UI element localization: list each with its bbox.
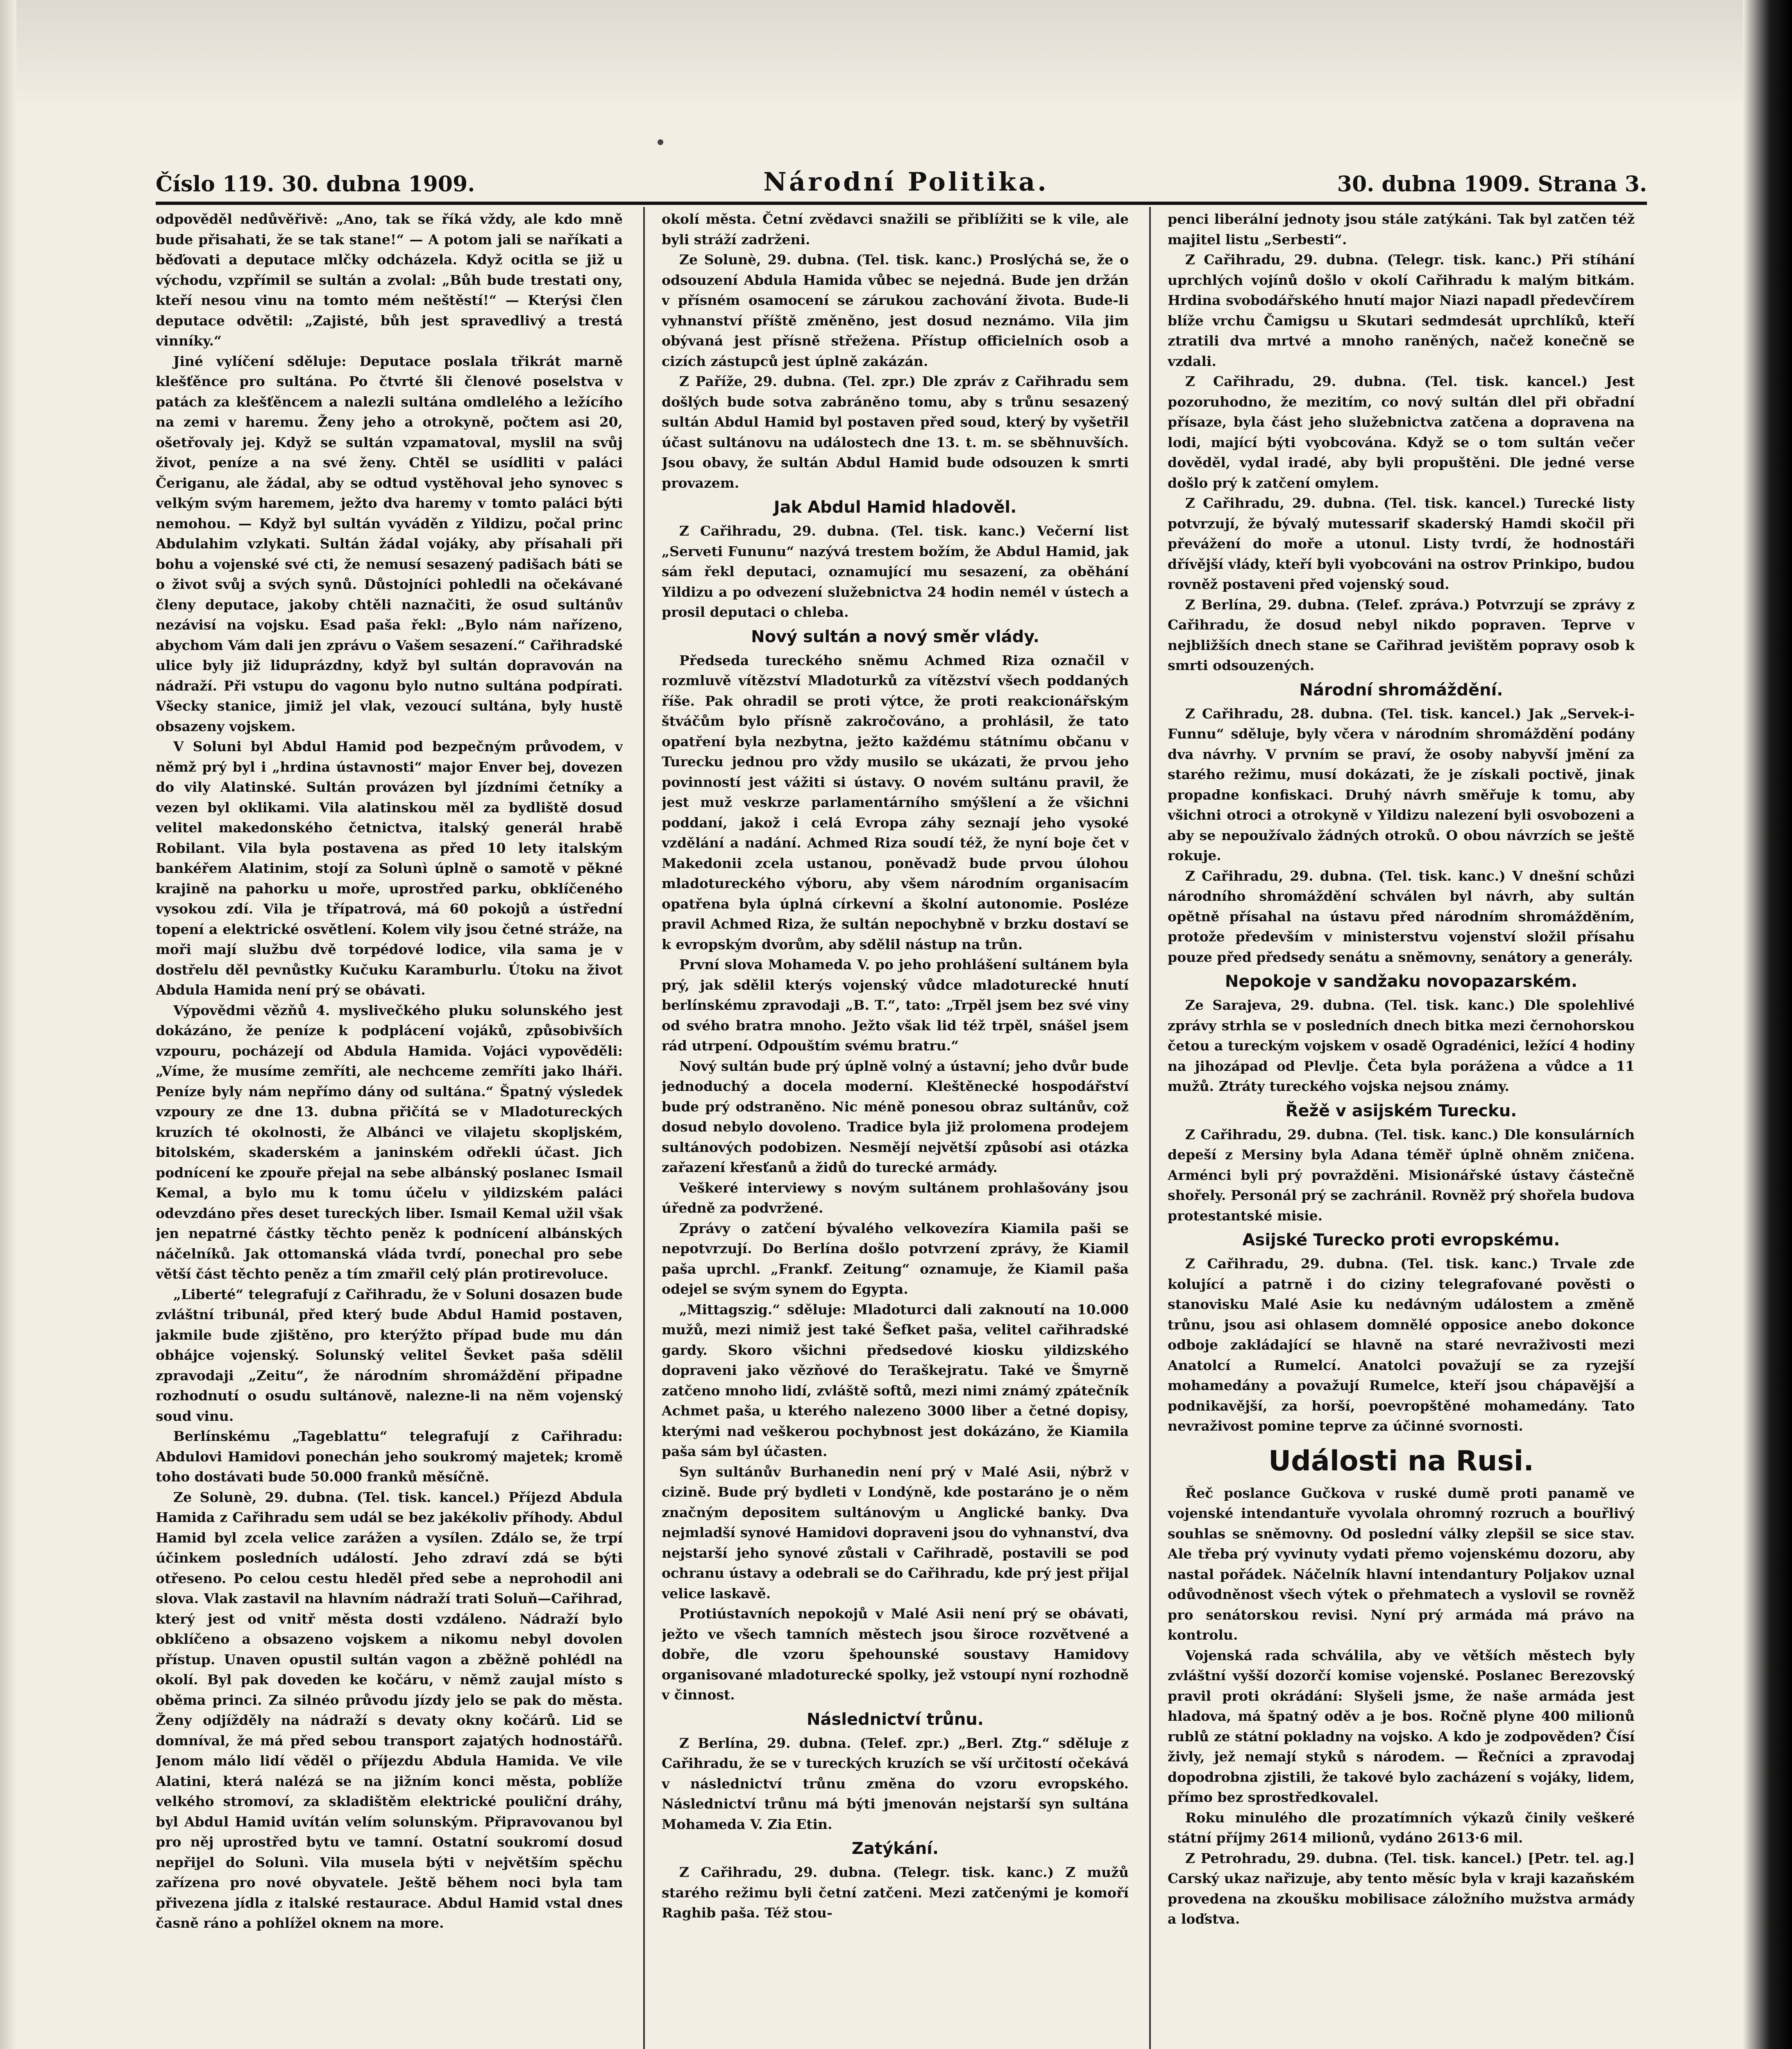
issue-info: Číslo 119. 30. dubna 1909.	[156, 172, 475, 197]
article-paragraph: penci liberální jednoty jsou stále zatýkáni. Tak byl zatčen též majitel listu „Serbesti“.	[1168, 211, 1635, 248]
article-paragraph: Protiústavních nepokojů v Malé Asii není prý se obávati, ježto ve všech tamních městech jsou široce rozvětvené a dobře, dle vzoru špehounské soustavy Hamidovy organisované mladoturecké spolky, jež vstoupí nyní rozhodně v činnost.	[662, 1606, 1129, 1703]
page-speck	[658, 139, 663, 145]
article-paragraph: Z Berlína, 29. dubna. (Telef. zpráva.) Potvrzují se zprávy z Cařihradu, že dosud nebyl nikdo popraven. Teprve v nejbližších dnech stane se Cařihrad jevištěm popravy osob k smrti odsouzených.	[1168, 596, 1635, 673]
article-paragraph: Nový sultán bude prý úplně volný a ústavní; jeho dvůr bude jednoduchý a docela moderní. Kleštěnecké hospodářství bude prý odstraněno. Nic méně ponesou obraz sultánův, což dosud nebylo dovoleno. Tradice byla již prolomena prodejem sultánových podobizen. Nesmějí největší způsobí asi otázka zařazení křesťanů a židů do turecké armády.	[662, 1058, 1129, 1175]
section-heading: Asijské Turecko proti evropskému.	[1242, 1231, 1560, 1249]
scan-edge-left	[0, 0, 16, 2049]
article-paragraph: „Liberté“ telegrafují z Cařihradu, že v Soluni dosazen bude zvláštní tribunál, před který bude Abdul Hamid postaven, jakmile bude zjištěno, pro kterýžto případ bude mu dán obhájce vojenský. Solunský velitel Ševket paša sdělil zpravodaji „Zeitu“, že národním shromáždění připadne rozhodnutí o osudu sultánově, nalezne-li na něm vojenský soud vinu.	[156, 1286, 623, 1424]
scan-edge-top	[0, 0, 1792, 107]
section-heading-large: Události na Rusi.	[1268, 1445, 1534, 1477]
article-paragraph: Z Paříže, 29. dubna. (Tel. zpr.) Dle zpráv z Cařihradu sem došlých bude sotva zabráněno tomu, aby s trůnu sesazený sultán Abdul Hamid byl postaven před soud, který by vyšetřil účast sultánovu na událostech dne 13. t. m. se sběhnuvších. Jsou obavy, že sultán Abdul Hamid bude odsouzen k smrti provazem.	[662, 373, 1129, 491]
article-paragraph: Ze Solunè, 29. dubna. (Tel. tisk. kanc.) Proslýchá se, že o odsouzení Abdula Hamida vůbec se nejedná. Bude jen držán v přísném osamocení se zárukou zachování života. Bude-li vyhnanství příště změněno, jest dosud neznámo. Vila jim obývaná jest přísně střežena. Přístup officielních osob a cizích zástupců jest úplně zakázán.	[662, 252, 1129, 369]
article-paragraph: okolí města. Četní zvědavci snažili se přiblížiti se k vile, ale byli stráží zadrženi.	[662, 211, 1129, 248]
article-paragraph: Z Petrohradu, 29. dubna. (Tel. tisk. kancel.) [Petr. tel. ag.] Carský ukaz nařizuje, aby tento měsíc byla v kraji kazaňském provedena na zkoušku mobilisace záložního mužstva armády a loďstva.	[1168, 1850, 1635, 1927]
article-paragraph: Ze Solunè, 29. dubna. (Tel. tisk. kancel.) Příjezd Abdula Hamida z Cařihradu sem udál se bez jakékoliv příhody. Abdul Hamid byl zcela velice zarážen a vysílen. Zdálo se, že trpí účinkem posledních událostí. Jeho zdraví zdá se býti otřeseno. Po celou cestu hleděl před sebe a neprohodil ani slova. Vlak zastavil na hlavním nádraží trati Soluň—Cařihrad, který jest od vnitř města dosti vzdáleno. Nádraží bylo obklíčeno a obsazeno vojskem a nikomu nebyl dovolen přístup. Unaven opustil sultán vagon a zběžně pohlédl na okolí. Byl pak doveden ke kočáru, v němž zaujal místo s oběma princi. Za silnéo průvodu jízdy jelo se pak do města. Ženy odjížděly na nádraží s devaty okny kočárů. Lid se domníval, že má před sebou transport zajatých hodnostářů. Jenom málo lidí věděl o příjezdu Abdula Hamida. Ve vile Alatini, která nalézá se na jižním konci města, poblíže velkého stromoví, za skladištěm elektrické pouliční dráhy, byl Abdul Hamid uvítán velím solunským. Připravovanou byl pro něj uprostřed bytu ve tamní. Ostatní soukromí dosud nepřijel do Solunì. Vila musela býti v největším spěchu zařízena pro nové obyvatele. Ještě během noci byla tam přivezena jídla z italské restaurace. Abdul Hamid vstal dnes časně ráno a pohlížel oknem na more.	[156, 1489, 623, 1931]
section-heading: Zatýkání.	[851, 1839, 939, 1858]
page-number: 30. dubna 1909. Strana 3.	[1337, 172, 1647, 197]
article-paragraph: První slova Mohameda V. po jeho prohlášení sultánem byla prý, jak sdělil kterýs vojenský vůdce mladoturecké hnutí berlínskému zpravodaji „B. T.“, tato: „Trpěl jsem bez své viny od svého bratra mnoho. Ježto však lid též trpěl, snášel jsem rád utrpení. Odpouštím svému bratru.“	[662, 956, 1129, 1054]
column-1	[156, 209, 623, 2049]
article-paragraph: Jiné vylíčení sděluje: Deputace poslala třikrát marně klešťěnce pro sultána. Po čtvrté šli členové poselstva v patách za klešťěncem a nalezli sultána omdlelého a ležícího na zemi v haremu. Ženy jeho a otrokyně, počtem asi 20, ošetřovaly jej. Když se sultán vzpamatoval, myslil na svůj život, peníze a na své ženy. Chtěl se usídliti v paláci Čeriganu, ale žádal, aby se odtud vystěhoval jeho synovec s velkým svým haremem, ježto dva haremy v tomto paláci býti nemohou. — Když byl sultán vyváděn z Yildizu, počal princ Abdulahim vzlykati. Sultán žádal vojáky, aby přísahali při bohu a vojenské své cti, že nemusí sesazený padišach báti se o život svůj a svých synů. Důstojníci pohledli na očekávané členy deputace, jakoby chtěli naznačiti, že osud sultánův nezávisí na vojsku. Esad paša řekl: „Bylo nám nařízeno, abychom Vám dali jen zprávu o Vašem sesazení.“ Cařihradské ulice byly již liduprázdny, když byl sultán dopravován na nádraží. Při vstupu do vagonu bylo nutno sultána podpírati. Všecky stanice, jimiž jel vlak, vezoucí sultána, byly hustě obsazeny vojskem.	[156, 353, 623, 734]
section-heading: Národní shromáždění.	[1299, 680, 1503, 700]
article-paragraph: Veškeré interviewy s novým sultánem prohlašovány jsou úředně za podvržené.	[662, 1179, 1129, 1216]
article-paragraph: Z Cařihradu, 29. dubna. (Telegr. tisk. kanc.) Z mužů starého režimu byli četní zatčeni. Mezi zatčenými je komoří Raghib paša. Též stou-	[662, 1864, 1129, 1921]
article-paragraph: Výpovědmi vězňů 4. myslivečkého pluku solunského jest dokázáno, že peníze k podplácení vojáků, způsobivších vzpouru, pocházejí od Abdula Hamida. Vojáci vypověděli: „Víme, že musíme zemříti, ale nechceme zemříti jako lháři. Peníze byly nám nepřímo dány od sultána.“ Špatný výsledek vzpoury ze dne 13. dubna přičítá se v Mladotureckých kruzích té okolnosti, že Albánci ve vilajetu skopljském, bitolském, skaderském a janinském odřekli účast. Jich podnícení ke zpouře přejal na sebe albánský poslanec Ismail Kemal, a bylo mu k tomu účelu v yildizském paláci odevzdáno přes deset tureckých liber. Ismail Kemal užil však jen nepatrné částky těchto peněz k podnícení albánských náčelníků. Jak ottomanská vláda tvrdí, ponechal pro sebe větší část těchto peněz a tím zmařil celý plán protirevoluce.	[156, 1002, 623, 1282]
section-heading: Následnictví trůnu.	[807, 1710, 984, 1729]
article-paragraph: Berlínskému „Tageblattu“ telegrafují z Cařihradu: Abdulovi Hamidovi ponechán jeho soukromý majetek; kromě toho dostávati bude 50.000 franků měsíčně.	[156, 1428, 623, 1485]
article-paragraph: Z Berlína, 29. dubna. (Telef. zpr.) „Berl. Ztg.“ sděluje z Cařihradu, že se v tureckých kruzích se vší určitostí očekává v následnictví trůnu změna do vzoru evropského. Následnictví trůnu má býti jmenován nejstarší syn sultána Mohameda V. Zia Etin.	[662, 1735, 1129, 1832]
page-header	[156, 160, 1647, 197]
section-heading: Nový sultán a nový směr vlády.	[751, 627, 1039, 646]
masthead: Národní Politika.	[763, 167, 1049, 197]
article-paragraph: Z Cařihradu, 29. dubna. (Tel. tisk. kanc.) Trvale zde kolující a patrně i do ciziny telegrafované pověsti o stanovisku Malé Asie ku nedávným událostem a změně trůnu, jsou asi ohlasem domnělé opposice anebo dokonce odboje zakládající se hlavně na staré nevraživosti mezi Anatolcí a Rumelcí. Anatolci považují se za ryzejší mohamedány a považují Rumelce, kteří jsou chápavější a podnikavější, za horší, poevropštěné mohamedány. Tato nevraživost pomine teprve za účinné svornosti.	[1168, 1256, 1635, 1434]
column-rule	[1149, 207, 1151, 2049]
article-paragraph: Z Cařihradu, 29. dubna. (Tel. tisk. kanc.) V dnešní schůzi národního shromáždění schválen byl návrh, aby sultán opětně přísahal na ústavu před národním shromážděním, protože především v ministerstvu vojenství složil přísahu pouze před předsedy senátu a sněmovny, senátory a generály.	[1168, 868, 1635, 965]
article-paragraph: V Soluni byl Abdul Hamid pod bezpečným průvodem, v němž prý byl i „hrdina ústavnosti“ major Enver bej, dovezen do vily Alatinské. Sultán provázen byl jízdními četníky a vezen byl oklikami. Vila alatinskou měl za bydliště dosud velitel makedonského četnictva, italský generál hrabě Robilant. Vila byla postavena as před 10 lety italským bankéřem Alatinim, stojí za Solunì úplně o samotě v pěkné krajině na pahorku u moře, uprostřed parku, obklíčeného vysokou zdí. Vila je třípatrová, má 60 pokojů a ústřední topení a elektrické osvětlení. Kolem vily jsou četné stráže, na moři mají službu dvě torpédové lodice, vila sama je v dostřelu děl pevnůstky Kučuku Karamburlu. Útoku na život Abdula Hamida není prý se obávati.	[156, 738, 623, 998]
article-paragraph: Vojenská rada schválila, aby ve větších městech byly zvláštní vyšší dozorčí komise vojenské. Poslanec Berezovský pravil proti okrádání: Slyšeli jsme, že naše armáda jest hladova, má špatný oděv a je bos. Ročně plyne 400 milionů rublů ze státní pokladny na vojsko. A kdo je zodpověden? Čísí živly, jež nemají styků s národem. — Řečníci a zpravodaj dopodrobna zjistili, že takové bylo zacházení s vojáky, lidem, přímo bez sprostředkovalel.	[1168, 1647, 1635, 1805]
column-2	[662, 209, 1129, 2049]
article-paragraph: Z Cařihradu, 29. dubna. (Tel. tisk. kanc.) Večerní list „Serveti Fununu“ nazývá trestem božím, že Abdul Hamid, jak sám řekl deputaci, oznamující mu sesazení, za oběhání Yildizu a po odvezení služebnictva 24 hodin nemél v ústech a prosil deputaci o chleba.	[662, 523, 1129, 620]
header-rule	[156, 202, 1647, 205]
article-paragraph: Z Cařihradu, 29. dubna. (Telegr. tisk. kanc.) Při stíhání uprchlých vojínů došlo v okolí Cařihradu k malým bitkám. Hrdina svobodářského hnutí major Niazi napadl předevčírem blíže vrchu Čamigsu u Skutari sedmdesát uprchlíků, kteří ztratili dva mrtvé a mnoho raněných, načež konečně se vzdali.	[1168, 252, 1635, 369]
article-paragraph: Z Cařihradu, 28. dubna. (Tel. tisk. kancel.) Jak „Servek-i-Funnu“ sděluje, byly včera v národním shromáždění podány dva návrhy. V prvním se praví, že osoby nabyvší jmění za starého režimu, musí dokázati, že je získali poctivě, jinak propadne konfiskaci. Druhý návrh směřuje k tomu, aby všichni otroci a otrokyně v Yildizu nalezení byli osvobozeni a aby se nepoužívalo žádných otroků. O obou návrzích se ještě rokuje.	[1168, 705, 1635, 863]
article-paragraph: Z Cařihradu, 29. dubna. (Tel. tisk. kancel.) Turecké listy potvrzují, že bývalý mutessarif skaderský Hamdi skočil při převážení do moře a utonul. Listy tvrdí, že hodnostáři dřívější vlády, kteří byli vyobcováni na ostrov Prinkipo, budou rovněž postaveni před vojenský soud.	[1168, 495, 1635, 592]
article-paragraph: Roku minulého dle prozatímních výkazů činily veškeré státní příjmy 2614 milionů, vydáno 2613·6 mil.	[1168, 1809, 1635, 1846]
article-paragraph: Zprávy o zatčení bývalého velkovezíra Kiamila paši se nepotvrzují. Do Berlína došlo potvrzení zprávy, že Kiamil paša uprchl. „Frankf. Zeitung“ oznamuje, že Kiamil paša odejel se svým synem do Egypta.	[662, 1220, 1129, 1297]
article-paragraph: Syn sultánův Burhanedin není prý v Malé Asii, nýbrž v cizině. Bude prý bydleti v Londýně, kde postaráno je o něm značným depositem sultánovým u Anglické banky. Dva nejmladší synové Hamidovi dopraveni jsou do vyhnanství, dva nejstarší jeho synové zůstali v Cařihradě, postavili se pod ochranu ústavy a odebrali se do Cařihradu, kde prý jest přijal velice laskavě.	[662, 1463, 1129, 1601]
column-rule	[643, 207, 645, 2049]
article-paragraph: Z Cařihradu, 29. dubna. (Tel. tisk. kanc.) Dle konsulárních depeší z Mersiny byla Adana téměř úplně ohněm zničena. Arménci byli prý povražděni. Misionářské ústavy částečně shořely. Personál prý se zachránil. Rovněž prý shořela budova protestantské misie.	[1168, 1126, 1635, 1224]
section-heading: Jak Abdul Hamid hladověl.	[774, 498, 1017, 517]
section-heading: Řežě v asijském Turecku.	[1285, 1101, 1517, 1120]
article-paragraph: odpověděl nedůvěřivě: „Ano, tak se říká vždy, ale kdo mně bude přisahati, že se tak stane!“ — A potom jali se naříkati a běďovati a deputace mlčky odcházela. Když ocitla se již u východu, vzpřímil se sultán a zvolal: „Bůh bude trestati ony, kteří nesou vinu na tomto mém neštěstí!“ — Kterýsi člen deputace odvětil: „Zajisté, bůh jest spravedlivý a trestá vinníky.“	[156, 211, 623, 349]
article-paragraph: Předseda tureckého sněmu Achmed Riza označil v rozmluvě vítězství Mladoturků za vítězství všech poddaných říše. Pak ohradil se proti výtce, že proti reakcionářským štváčům bylo přísně zakročováno, a prohlásil, že tato opatření byla nezbytna, ježto každému státnímu občanu v Turecku jednou pro vždy musilo se ukázati, že prvou jeho povinností jest vážiti si ústavy. O novém sultánu pravil, že jest muž veskrze parlamentárního smýšlení a že všichni poddaní, jakož i celá Evropa záhy seznají jeho vysoké vzdělání a nadání. Achmed Riza soudí též, že nyní boje čet v Makedonii zcela ustanou, poněvadž bude prvou úlohou mladotureckého výboru, aby všem národním organisacím opatřena byla úplná církevní a školní autonomie. Posléze pravil Achmed Riza, že sultán nepochybně v brzku dostaví se k evropským dvorům, aby sdělil nástup na trůn.	[662, 652, 1129, 952]
article-paragraph: Z Cařihradu, 29. dubna. (Tel. tisk. kancel.) Jest pozoruhodno, že mezitím, co nový sultán dlel při obřadní přísaze, byla část jeho služebnictva zatčena a dopravena na lodi, mající býti vyobcována. Když se o tom sultán večer dověděl, vydal iradé, aby byli propuštěni. Dle jedné verse došlo prý k zatčení omylem.	[1168, 373, 1635, 491]
article-paragraph: Ze Sarajeva, 29. dubna. (Tel. tisk. kanc.) Dle spolehlivé zprávy strhla se v posledních dnech bitka mezi černohorskou četou a tureckým vojskem v osadě Ogradénici, ležící 4 hodiny na jihozápad od Plevlje. Četa byla porážena a vůdce a 11 mužů. Ztráty tureckého vojska nejsou známy.	[1168, 997, 1635, 1094]
column-3	[1168, 209, 1635, 2049]
article-paragraph: Řeč poslance Gučkova v ruské dumě proti panamě ve vojenské intendantuře vyvolala ohromný rozruch a bouřlivý souhlas se sněmovny. Od poslední války zlepšil se sice stav. Ale třeba prý vyvinuty vydati přemo vojenskému dozoru, aby nastal pořádek. Náčelník hlavní intendantury Poljakov uznal odůvodněnost všech výtek o přehmatech a vyslovil se rovněž pro senátorskou revisi. Nyní prý armáda má právo na kontrolu.	[1168, 1485, 1635, 1643]
scan-edge-right	[1743, 0, 1792, 2049]
section-heading: Nepokoje v sandžaku novopazarském.	[1225, 972, 1578, 991]
article-paragraph: „Mittagszig.“ sděluje: Mladoturci dali zaknoutí na 10.000 mužů, mezi nimiž jest také Šefket paša, velitel cařihradské gardy. Skoro všichni předsedové kiosku yildizského dopraveni jako vězňové do Teraškejratu. Také ve Šmyrně zatčeno mnoho lidí, zvláště softů, mezi nimi známý zpátečník Achmet paša, u kterého nalezeno 3000 liber a četné dopisy, kterými nad veškerou pochybnost jest dokázáno, že Kiamila paša sám byl účasten.	[662, 1301, 1129, 1459]
